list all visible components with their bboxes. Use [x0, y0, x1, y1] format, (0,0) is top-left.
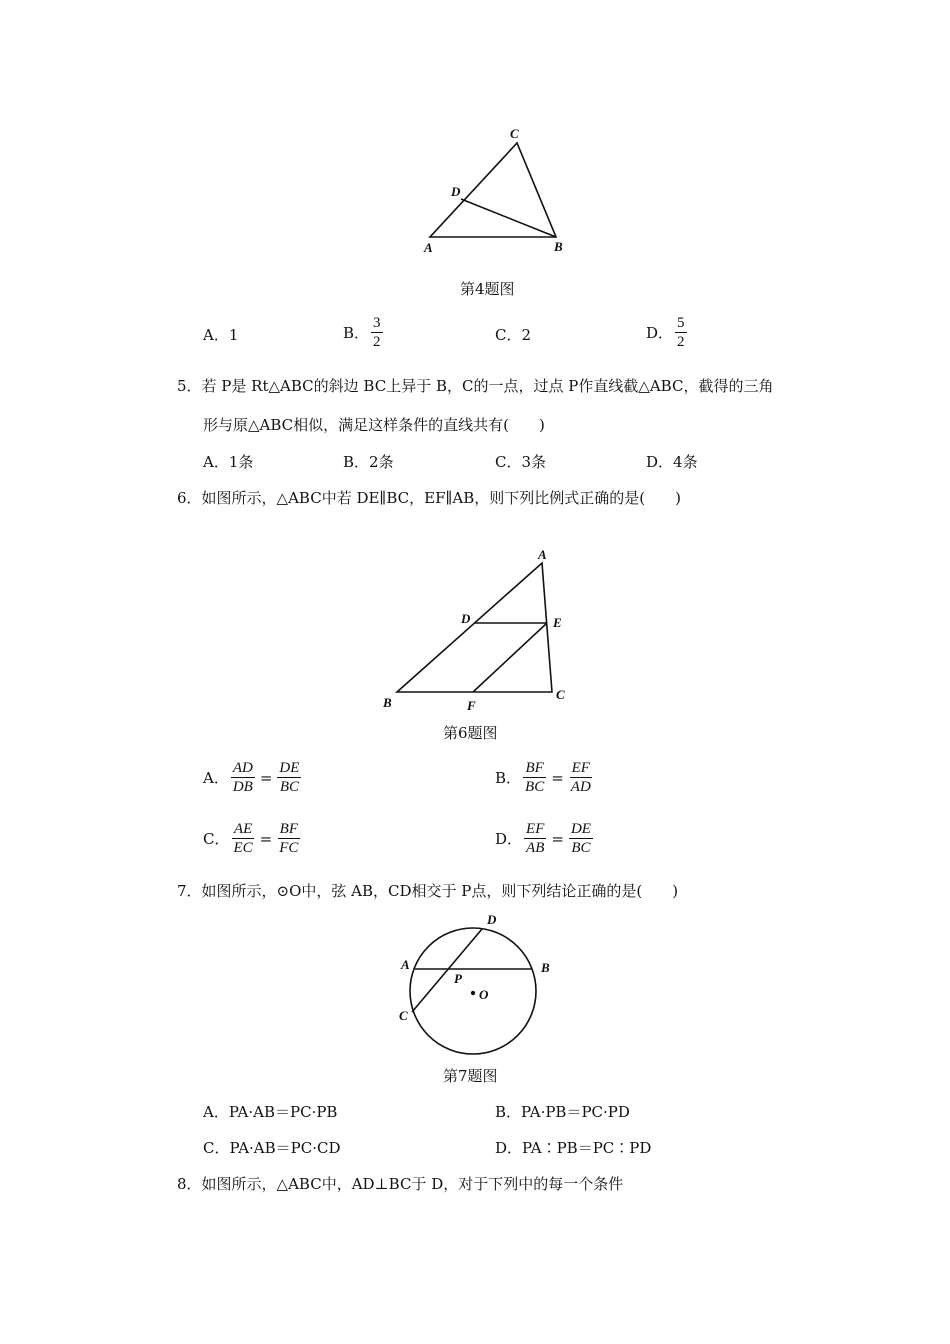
fraction: $\frac{3}{2}$ — [373, 315, 381, 350]
fig6-label-d: D — [461, 611, 471, 626]
q4-option-a[interactable]: A． 1 — [203, 325, 239, 344]
q7-option-b[interactable]: B．PA·PB＝PC·PD — [495, 1103, 630, 1121]
q5-option-a[interactable]: A．1条 — [203, 453, 254, 471]
figure-4-caption: 第4题图 — [460, 280, 515, 298]
fig7-label-d: D — [487, 912, 497, 927]
q6-stem: 6．如图所示，△ABC中若 DE∥BC，EF∥AB，则下列比例式正确的是( ) — [177, 489, 681, 507]
q5-option-b[interactable]: B．2条 — [343, 453, 394, 471]
fig6-label-a: A — [538, 547, 547, 562]
fig7-label-a: A — [401, 957, 410, 972]
fig6-label-e: E — [553, 615, 562, 630]
figure-7-caption: 第7题图 — [443, 1067, 498, 1085]
figure-6-caption: 第6题图 — [443, 724, 498, 742]
q6-option-c[interactable]: C． $\frac{AE}{EC}$ = $\frac{BF}{FC}$ — [203, 821, 299, 856]
fraction: $\frac{BF}{BC}$ — [525, 760, 545, 795]
q6-option-a[interactable]: A． $\frac{AD}{DB}$ = $\frac{DE}{BC}$ — [203, 760, 300, 795]
fig6-label-c: C — [556, 687, 565, 702]
fig4-label-c: C — [510, 126, 519, 141]
fraction: $\frac{EF}{AB}$ — [526, 821, 545, 856]
fig7-label-p: P — [454, 971, 462, 986]
q7-option-d[interactable]: D．PA∶PB＝PC∶PD — [495, 1139, 652, 1157]
fraction: $\frac{AD}{DB}$ — [232, 760, 253, 795]
q5-option-c[interactable]: C．3条 — [495, 453, 547, 471]
fig4-label-d: D — [451, 184, 461, 199]
fraction: $\frac{DE}{BC}$ — [570, 821, 591, 856]
q8-stem: 8．如图所示，△ABC中，AD⊥BC于 D，对于下列中的每一个条件 — [177, 1175, 624, 1193]
fraction: $\frac{DE}{BC}$ — [279, 760, 300, 795]
fig7-label-o: O — [479, 987, 489, 1002]
q4-option-b[interactable]: B． $\frac{3}{2}$ — [343, 315, 381, 350]
q6-option-d[interactable]: D． $\frac{EF}{AB}$ = $\frac{DE}{BC}$ — [495, 821, 591, 856]
q5-option-d[interactable]: D．4条 — [646, 453, 698, 471]
fraction: $\frac{BF}{FC}$ — [279, 821, 299, 856]
q4-option-d[interactable]: D． $\frac{5}{2}$ — [646, 315, 685, 350]
q5-stem-line1: 5．若 P是 Rt△ABC的斜边 BC上异于 B，C的一点，过点 P作直线截△ABC，截得的三角 — [177, 377, 774, 395]
fig6-label-f: F — [467, 698, 476, 713]
fraction: $\frac{5}{2}$ — [677, 315, 685, 350]
q6-option-b[interactable]: B． $\frac{BF}{BC}$ = $\frac{EF}{AD}$ — [495, 760, 591, 795]
fig4-label-a: A — [424, 240, 433, 255]
q7-option-a[interactable]: A．PA·AB＝PC·PB — [203, 1103, 338, 1121]
fig7-label-c: C — [399, 1008, 408, 1023]
q5-stem-line2: 形与原△ABC相似，满足这样条件的直线共有( ) — [203, 416, 545, 434]
q7-stem: 7．如图所示，⊙O中，弦 AB，CD相交于 P点，则下列结论正确的是( ) — [177, 882, 679, 900]
fraction: $\frac{AE}{EC}$ — [233, 821, 253, 856]
fig7-label-b: B — [541, 960, 550, 975]
fig6-label-b: B — [383, 695, 392, 710]
fig4-label-b: B — [554, 239, 563, 254]
q4-option-c[interactable]: C． 2 — [495, 325, 532, 344]
q7-option-c[interactable]: C．PA·AB＝PC·CD — [203, 1139, 341, 1157]
fraction: $\frac{EF}{AD}$ — [570, 760, 591, 795]
